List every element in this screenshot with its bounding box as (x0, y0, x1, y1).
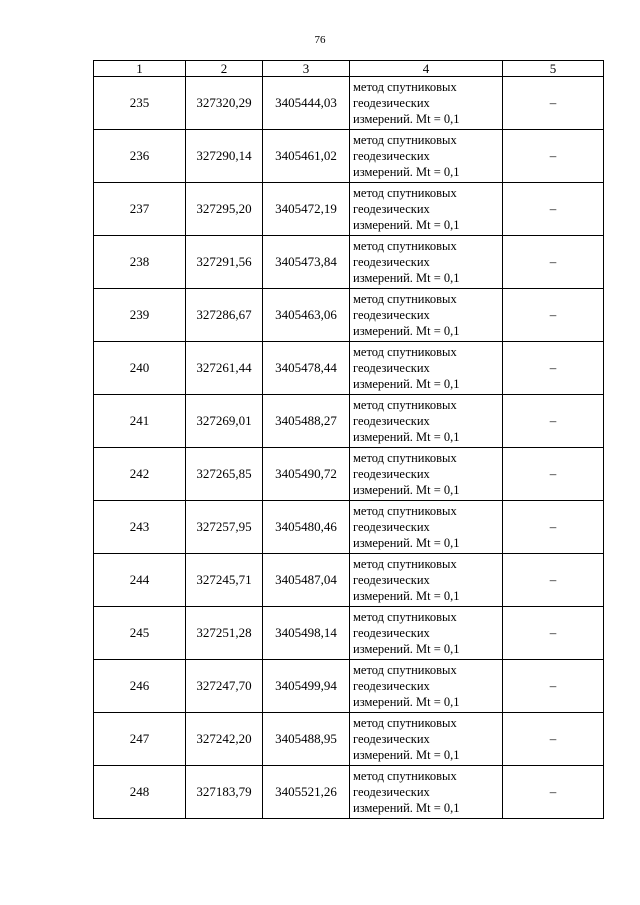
note-cell: – (503, 77, 604, 130)
method-text-line: геодезических (353, 732, 430, 746)
y-coordinate-cell: 3405499,94 (263, 660, 350, 713)
method-cell (350, 448, 503, 501)
point-number-cell: 235 (94, 77, 186, 130)
column-header-3: 3 (263, 61, 350, 77)
x-coordinate-cell: 327295,20 (186, 183, 263, 236)
table-row (94, 660, 604, 713)
method-cell (350, 501, 503, 554)
method-text-line: метод спутниковых (353, 398, 457, 412)
table-row (94, 607, 604, 660)
method-text-line: метод спутниковых (353, 504, 457, 518)
note-cell: – (503, 342, 604, 395)
y-coordinate-cell: 3405487,04 (263, 554, 350, 607)
method-text-line: метод спутниковых (353, 292, 457, 306)
table-body (94, 77, 604, 819)
column-header-2: 2 (186, 61, 263, 77)
method-text-line: геодезических (353, 96, 430, 110)
point-number-cell: 243 (94, 501, 186, 554)
point-number-cell: 239 (94, 289, 186, 342)
x-coordinate-cell: 327183,79 (186, 766, 263, 819)
x-coordinate-cell: 327269,01 (186, 395, 263, 448)
table-row (94, 236, 604, 289)
note-cell: – (503, 289, 604, 342)
method-text-line: измерений. Mt = 0,1 (353, 536, 460, 550)
point-number-cell: 245 (94, 607, 186, 660)
x-coordinate-cell: 327290,14 (186, 130, 263, 183)
x-coordinate-cell: 327286,67 (186, 289, 263, 342)
method-text-line: измерений. Mt = 0,1 (353, 165, 460, 179)
method-text-line: измерений. Mt = 0,1 (353, 695, 460, 709)
x-coordinate-cell: 327261,44 (186, 342, 263, 395)
x-coordinate-cell: 327257,95 (186, 501, 263, 554)
method-cell (350, 554, 503, 607)
method-text-line: метод спутниковых (353, 239, 457, 253)
point-number-cell: 236 (94, 130, 186, 183)
x-coordinate-cell: 327242,20 (186, 713, 263, 766)
method-cell (350, 77, 503, 130)
column-header-1: 1 (94, 61, 186, 77)
table-row (94, 395, 604, 448)
method-cell (350, 660, 503, 713)
note-cell: – (503, 183, 604, 236)
point-number-cell: 237 (94, 183, 186, 236)
method-text-line: геодезических (353, 255, 430, 269)
method-text-line: геодезических (353, 149, 430, 163)
y-coordinate-cell: 3405473,84 (263, 236, 350, 289)
x-coordinate-cell: 327265,85 (186, 448, 263, 501)
note-cell: – (503, 448, 604, 501)
method-text-line: метод спутниковых (353, 451, 457, 465)
method-cell (350, 607, 503, 660)
point-number-cell: 238 (94, 236, 186, 289)
table-row (94, 289, 604, 342)
x-coordinate-cell: 327320,29 (186, 77, 263, 130)
y-coordinate-cell: 3405488,27 (263, 395, 350, 448)
y-coordinate-cell: 3405498,14 (263, 607, 350, 660)
method-text-line: геодезических (353, 785, 430, 799)
note-cell: – (503, 660, 604, 713)
method-cell (350, 289, 503, 342)
method-text-line: метод спутниковых (353, 663, 457, 677)
method-text-line: измерений. Mt = 0,1 (353, 324, 460, 338)
method-text-line: метод спутниковых (353, 610, 457, 624)
method-text-line: измерений. Mt = 0,1 (353, 112, 460, 126)
x-coordinate-cell: 327251,28 (186, 607, 263, 660)
coordinates-table (93, 60, 604, 819)
method-text-line: метод спутниковых (353, 345, 457, 359)
column-header-4: 4 (350, 61, 503, 77)
method-text-line: измерений. Mt = 0,1 (353, 642, 460, 656)
method-cell (350, 236, 503, 289)
method-text-line: метод спутниковых (353, 557, 457, 571)
table-row (94, 130, 604, 183)
y-coordinate-cell: 3405472,19 (263, 183, 350, 236)
y-coordinate-cell: 3405488,95 (263, 713, 350, 766)
point-number-cell: 244 (94, 554, 186, 607)
column-header-5: 5 (503, 61, 604, 77)
method-text-line: метод спутниковых (353, 769, 457, 783)
method-cell (350, 766, 503, 819)
method-text-line: геодезических (353, 467, 430, 481)
method-text-line: геодезических (353, 520, 430, 534)
method-cell (350, 395, 503, 448)
method-cell (350, 342, 503, 395)
method-text-line: метод спутниковых (353, 186, 457, 200)
method-text-line: измерений. Mt = 0,1 (353, 430, 460, 444)
y-coordinate-cell: 3405461,02 (263, 130, 350, 183)
point-number-cell: 240 (94, 342, 186, 395)
method-text-line: геодезических (353, 626, 430, 640)
x-coordinate-cell: 327291,56 (186, 236, 263, 289)
y-coordinate-cell: 3405478,44 (263, 342, 350, 395)
table-row (94, 554, 604, 607)
method-text-line: геодезических (353, 414, 430, 428)
page-number: 76 (314, 34, 326, 46)
note-cell: – (503, 554, 604, 607)
point-number-cell: 246 (94, 660, 186, 713)
table-row (94, 766, 604, 819)
x-coordinate-cell: 327245,71 (186, 554, 263, 607)
table-row (94, 501, 604, 554)
y-coordinate-cell: 3405490,72 (263, 448, 350, 501)
method-text-line: измерений. Mt = 0,1 (353, 218, 460, 232)
method-text-line: геодезических (353, 573, 430, 587)
note-cell: – (503, 130, 604, 183)
method-text-line: измерений. Mt = 0,1 (353, 483, 460, 497)
note-cell: – (503, 501, 604, 554)
method-text-line: геодезических (353, 308, 430, 322)
y-coordinate-cell: 3405480,46 (263, 501, 350, 554)
method-text-line: геодезических (353, 679, 430, 693)
method-text-line: геодезических (353, 361, 430, 375)
y-coordinate-cell: 3405444,03 (263, 77, 350, 130)
note-cell: – (503, 766, 604, 819)
method-text-line: измерений. Mt = 0,1 (353, 271, 460, 285)
method-text-line: метод спутниковых (353, 80, 457, 94)
table-row (94, 342, 604, 395)
note-cell: – (503, 395, 604, 448)
point-number-cell: 247 (94, 713, 186, 766)
y-coordinate-cell: 3405521,26 (263, 766, 350, 819)
table-row (94, 183, 604, 236)
method-cell (350, 130, 503, 183)
x-coordinate-cell: 327247,70 (186, 660, 263, 713)
method-text-line: измерений. Mt = 0,1 (353, 801, 460, 815)
point-number-cell: 248 (94, 766, 186, 819)
point-number-cell: 242 (94, 448, 186, 501)
table-row (94, 713, 604, 766)
table-header-row (94, 61, 604, 77)
method-text-line: геодезических (353, 202, 430, 216)
method-cell (350, 713, 503, 766)
method-cell (350, 183, 503, 236)
method-text-line: метод спутниковых (353, 716, 457, 730)
method-text-line: измерений. Mt = 0,1 (353, 748, 460, 762)
table-row (94, 448, 604, 501)
y-coordinate-cell: 3405463,06 (263, 289, 350, 342)
note-cell: – (503, 713, 604, 766)
method-text-line: измерений. Mt = 0,1 (353, 377, 460, 391)
note-cell: – (503, 607, 604, 660)
method-text-line: метод спутниковых (353, 133, 457, 147)
table-row (94, 77, 604, 130)
note-cell: – (503, 236, 604, 289)
method-text-line: измерений. Mt = 0,1 (353, 589, 460, 603)
point-number-cell: 241 (94, 395, 186, 448)
